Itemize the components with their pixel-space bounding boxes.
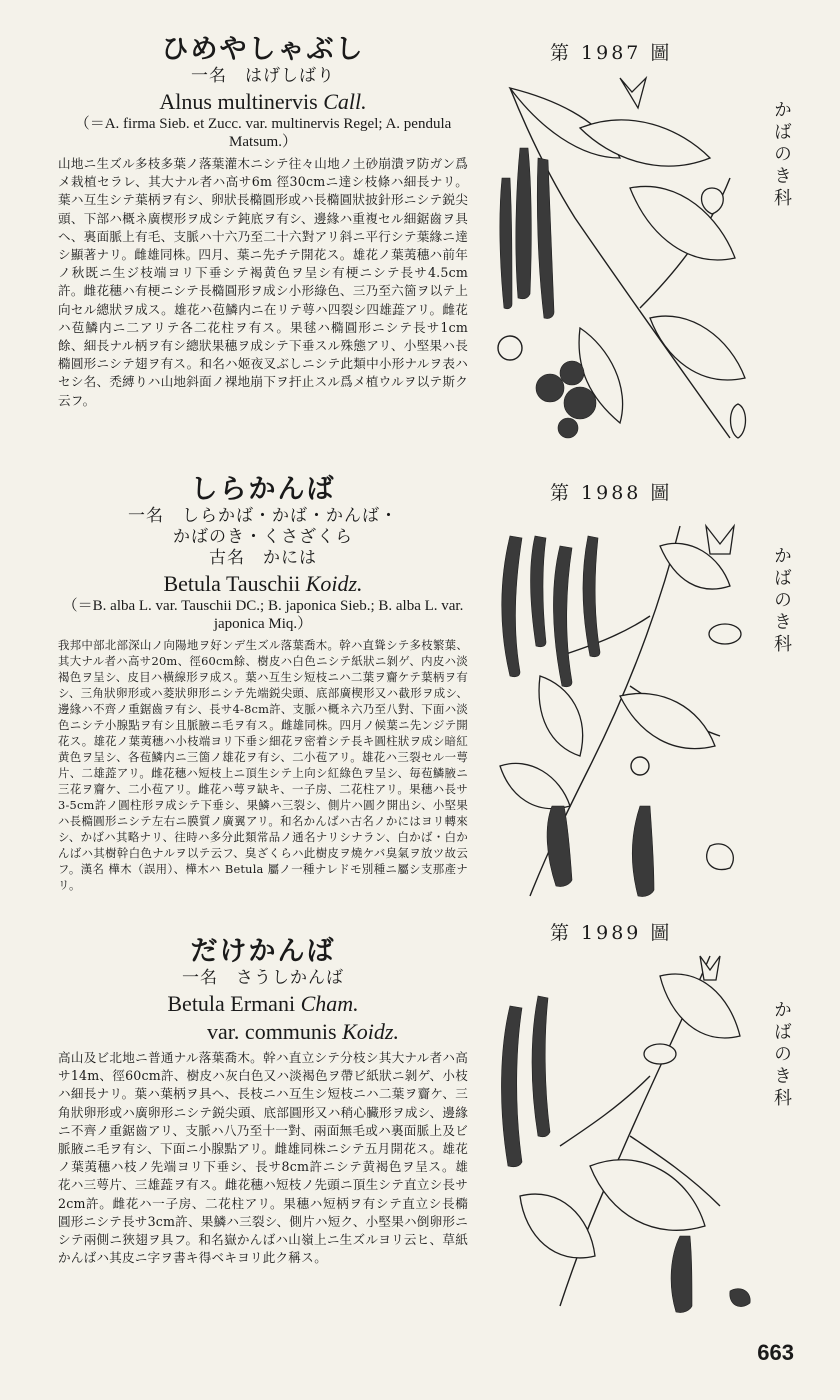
entry-alias: 一名 はげしばり	[191, 66, 335, 86]
description-text: 山地ニ生ズル多枝多葉ノ落葉灌木ニシテ往々山地ノ土砂崩潰ヲ防ガン爲メ栽植セラレ、其大ナル者ハ高サ6m 徑30cmニ達シ枝條ハ細長ナリ。葉ハ互生シテ葉柄ヲ有シ、卵狀長橢圓形或ハ長橢圓狀披針形ニシテ鋭尖頭、下部ハ概ネ廣楔形ヲ成シテ鈍底ヲ有シ、邊緣ハ重複セル細鋸齒ヲ具ヘ、裏面脈上有毛、支脈ハ十六乃至二十六對アリ斜ニ平行シテ葉緣ニ達シ顯著ナリ。雌雄同株。四月、葉ニ先チテ開花ス。雄花ノ葉荑穗ハ前年ノ秋既ニ生ジ枝端ヨリ下垂シテ褐黄色ヲ呈シ有梗ニシテ長サ4.5cm許。雌花穗ハ有梗ニシテ長橢圓形ヲ成シ小形綠色、三乃至六箇ヲ以テ上向セル總狀ヲ成ス。雄花ハ苞鱗内ニ在リテ萼ハ四裂シ四雄蕋アリ。雌花ハ苞鱗内ニ二アリテ各二花柱ヲ有ス。果毬ハ橢圓形ニシテ長サ1cm餘、細長ナル柄ヲ有シ總狀果穗ヲ成シテ下垂スル殊態アリ、小堅果ハ長橢圓形ニシテ翅ヲ有ス。和名ハ姬夜叉ぶしニシテ此類中小形ナルヲ表ハセシ名、禿縛りハ山地斜面ノ裸地崩下ヲ扞止スル爲メ植ウルヲ以テ斯ク云フ。	[58, 156, 468, 408]
sci-name-main: Betula Ermani	[167, 991, 296, 1016]
entry-alias-line: 一名 しらかば・かば・かんば・	[128, 506, 398, 526]
synonym-text: （＝A. firma Sieb. et Zucc. var. multinervis Regel; A. pendula Matsum.）	[74, 116, 452, 150]
entry-dakekanba	[58, 936, 468, 1267]
entry-old-name: 古名 かには	[209, 548, 317, 568]
sci-name-author: Cham.	[300, 991, 359, 1016]
figure-label: 第 1987 圖	[550, 42, 673, 64]
sci-var-author: Koidz.	[342, 1019, 399, 1044]
description-text: 我邦中部北部深山ノ向陽地ヲ好ンデ生ズル落葉喬木。幹ハ直聳シテ多枝繁葉、其大ナル者ハ高サ20m、徑60cm餘、樹皮ハ白色ニシテ紙狀ニ剝ゲ、内皮ハ淡褐色ヲ呈シ、皮目ハ橫線形ヲ成ス。葉ハ互生シ短枝ニハ二葉ヲ齎ケテ葉柄ヲ有シ、三角狀卵形或ハ菱狀卵形ニシテ先端鋭尖頭、底部廣楔形又ハ截形ヲ成シ、邊緣ハ不齊ノ重鋸齒ヲ有シ、長サ4-8cm許、支脈ハ概ネ六乃至八對、下面ハ淡色ニシテ小腺點ヲ有シ且脈腋ニ毛ヲ有ス。雌雄同株。四月ノ候葉ニ先ンジテ開花ス。雄花ノ葉荑穗ハ小枝端ヨリ下垂シ細花ヲ密着シテ長キ圓柱狀ヲ成シ暗紅黄色ヲ呈シ、各苞鱗内ニ三箇ノ雄花ヲ有シ、二小苞アリ。雄花ハ三裂セル一萼片、二雄蕋アリ。雌花穗ハ短枝上ニ頂生シテ上向シ紅綠色ヲ呈シ、毎苞鱗腋ニ三花ヲ齎ケ、二小苞アリ。雌花ハ萼ヲ缺キ、一子房、二花柱アリ。果穗ハ長サ3-5cm許ノ圓柱形ヲ成シテ下垂シ、果鱗ハ三裂シ、側片ハ圓ク開出シ、小堅果ハ長橢圓形ニシテ左右ニ膜質ノ廣翼アリ。和名かんばハ古名ノかにはヨリ轉來シ、かばハ其略ナリ、往時ハ多分此類常品ノ通名ナリシナラン、白かば・白かんばハ其樹幹白色ナルヲ以テ云フ、臭ざくらハ此樹皮ヲ燒ケバ臭氣ヲ放ツ故云フ。漢名 樺木（誤用）、樺木ハ Betula 屬ノ一種ナレドモ別種ニ屬シ支那產ナリ。	[58, 638, 468, 892]
family-label: かばのき科	[771, 546, 792, 656]
entry-alias-line: かばのき・くさざくら	[173, 527, 353, 547]
figure-label: 第 1989 圖	[550, 922, 673, 944]
page-number: 663	[757, 1340, 794, 1365]
entry-title: しらかんば	[190, 474, 336, 505]
betula-tauschii-illustration	[480, 506, 760, 906]
entry-himeyashabushi	[58, 34, 468, 410]
family-label: かばのき科	[771, 1000, 792, 1110]
sci-name-author: Call.	[323, 89, 367, 114]
sci-name-author: Koidz.	[305, 571, 363, 596]
sci-var-name: var. communis	[207, 1019, 337, 1044]
family-label: かばのき科	[771, 100, 792, 210]
entry-shirakanba	[58, 474, 468, 893]
scientific-name	[58, 571, 468, 597]
description-text: 高山及ビ北地ニ普通ナル落葉喬木。幹ハ直立シテ分枝シ其大ナル者ハ高サ14m、徑60cm許、樹皮ハ灰白色又ハ淡褐色ヲ帶ビ紙狀ニ剝ゲ、小枝ハ細長ナリ。葉ハ葉柄ヲ具ヘ、長枝ニハ互生シ短枝ニハ二葉ヲ齎ケ、三角狀卵形或ハ廣卵形ニシテ鋭尖頭、底部圓形又ハ稍心臟形ヲ成シ、邊緣ニ不齊ノ重鋸齒アリ、支脈ハ八乃至十一對、兩面無毛或ハ裏面脈上及ビ脈腋ニ毛ヲ有シ、下面ニ小腺點アリ。雌雄同株ニシテ五月開花ス。雄花ノ葉荑穗ハ枝ノ先端ヨリ下垂シ、長サ8cm許ニシテ黄褐色ヲ呈ス。雄花ハ三萼片、三雄蕋ヲ有ス。雌花穗ハ短枝ノ先頭ニ頂生シテ直立シ長サ2cm許。雌花ハ一子房、二花柱アリ。果穗ハ短柄ヲ有シテ直立シ長橢圓形ニシテ長サ3cm許、果鱗ハ三裂シ、側片ハ短ク、小堅果ハ倒卵形ニシテ兩側ニ狹翅ヲ具フ。和名嶽かんばハ山嶺上ニ生ズルヨリ云ヒ、草紙かんばハ其皮ニ字ヲ書キ得ベキヨリ此ク稱ス。	[58, 1050, 468, 1266]
synonym-text: （＝B. alba L. var. Tauschii DC.; B. japonica Sieb.; B. alba L. var. japonica Miq.）	[62, 598, 464, 632]
entry-title: だけかんば	[190, 936, 336, 967]
sci-name-main: Betula Tauschii	[163, 571, 301, 596]
entry-title: ひめやしゃぶし	[161, 34, 365, 65]
betula-ermani-illustration	[480, 946, 760, 1316]
sci-name-main: Alnus multinervis	[159, 89, 318, 114]
alnus-illustration	[480, 68, 760, 448]
scientific-name	[58, 89, 468, 115]
scientific-variety	[58, 1019, 468, 1045]
entry-alias: 一名 さうしかんば	[182, 968, 344, 988]
figure-label: 第 1988 圖	[550, 482, 673, 504]
scientific-name	[58, 991, 468, 1017]
